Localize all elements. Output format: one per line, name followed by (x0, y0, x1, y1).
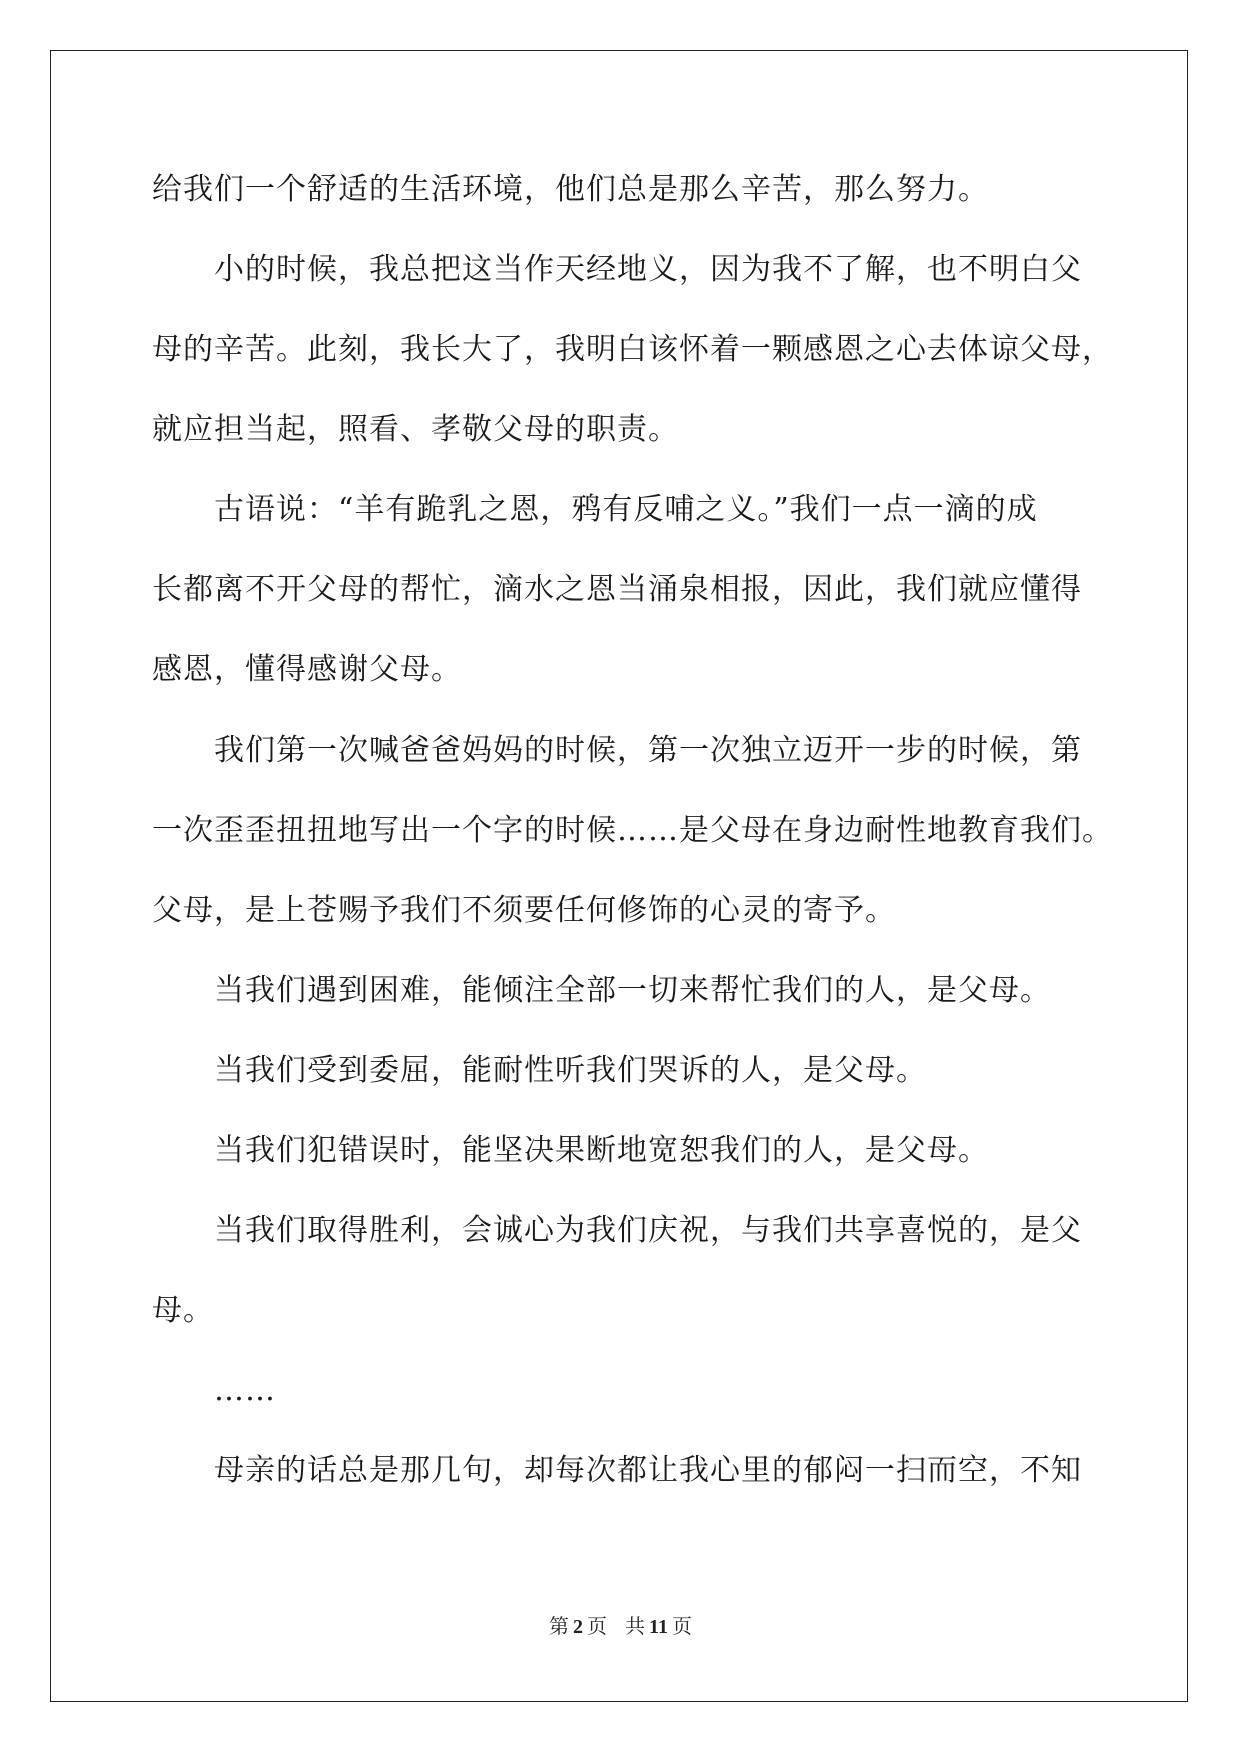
text-line: 小的时候，我总把这当作天经地义，因为我不了解，也不明白父 (214, 252, 1082, 287)
text-line: 母。 (152, 1293, 214, 1328)
text-line: 一次歪歪扭扭地写出一个字的时候……是父母在身边耐性地教育我们。 (152, 813, 1113, 848)
footer-page-number: 2 (573, 1616, 584, 1638)
page-footer (0, 1610, 1241, 1639)
text-line: 母的辛苦。此刻，我长大了，我明白该怀着一颗感恩之心去体谅父母， (152, 332, 1113, 367)
text-line: 感恩，懂得感谢父母。 (152, 652, 462, 687)
text-line: 我们第一次喊爸爸妈妈的时候，第一次独立迈开一步的时候，第 (214, 733, 1082, 768)
text-line: 父母，是上苍赐予我们不须要任何修饰的心灵的寄予。 (152, 893, 896, 928)
text-line: 长都离不开父母的帮忙，滴水之恩当涌泉相报，因此，我们就应懂得 (152, 572, 1082, 607)
text-line: 当我们取得胜利，会诚心为我们庆祝，与我们共享喜悦的，是父 (214, 1213, 1082, 1248)
text-line: 当我们犯错误时，能坚决果断地宽恕我们的人，是父母。 (214, 1133, 989, 1168)
footer-total-number: 11 (649, 1616, 668, 1638)
text-line: …… (214, 1373, 276, 1408)
footer-page-unit: 页 (587, 1616, 608, 1638)
text-line: 当我们受到委屈，能耐性听我们哭诉的人，是父母。 (214, 1053, 927, 1088)
footer-page-prefix: 第 (549, 1616, 570, 1638)
text-line: 母亲的话总是那几句，却每次都让我心里的郁闷一扫而空，不知 (214, 1453, 1082, 1488)
text-line: 就应担当起，照看、孝敬父母的职责。 (152, 412, 679, 447)
footer-total-unit: 页 (671, 1616, 692, 1638)
text-line: 给我们一个舒适的生活环境，他们总是那么辛苦，那么努力。 (152, 172, 989, 207)
text-line: 古语说：“羊有跪乳之恩，鸦有反哺之义。”我们一点一滴的成 (214, 492, 1038, 527)
footer-total-prefix: 共 (625, 1616, 646, 1638)
text-line: 当我们遇到困难，能倾注全部一切来帮忙我们的人，是父母。 (214, 973, 1051, 1008)
